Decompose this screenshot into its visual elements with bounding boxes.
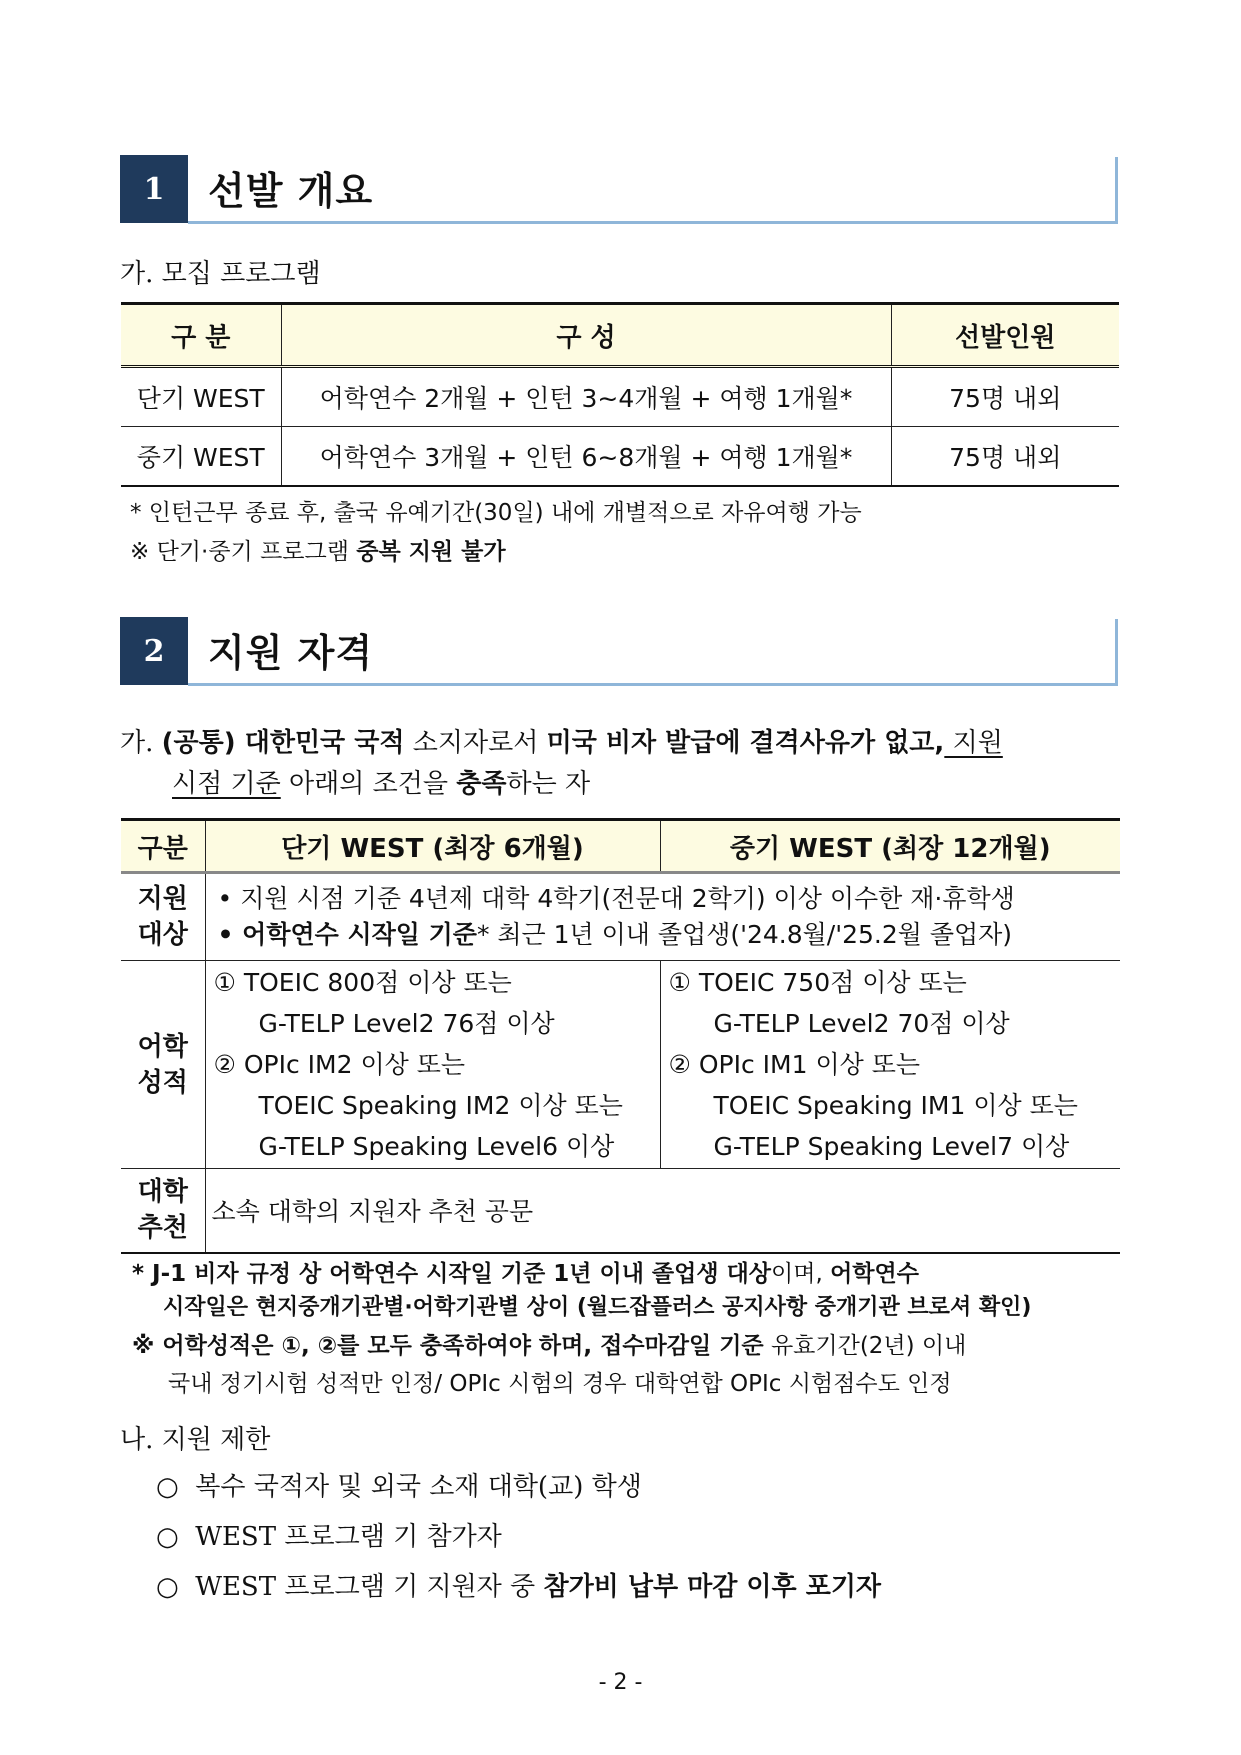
emphasis-text: 참가비 납부 마감 이후 포기자 (543, 1572, 882, 1602)
table-row (121, 873, 1120, 961)
bullet-icon: ○ (156, 1572, 196, 1602)
section-divider (1115, 157, 1118, 224)
table-cell: 75명 내외 (891, 367, 1119, 427)
emphasis-text: * J-1 비자 규정 상 어학연수 시작일 기준 1년 이내 졸업생 대상 (132, 1261, 772, 1287)
row-label-line: 대학 (137, 1177, 188, 1208)
emphasis-text: 미국 비자 발급에 결격사유가 없고, (546, 728, 945, 758)
target-line: • 지원 시점 기준 4년제 대학 4학기(전문대 2학기) 이상 이수한 재·휴학생 (217, 884, 1015, 913)
body-text: 유효기간(2년) 이내 (763, 1333, 967, 1359)
body-text: 소지자로서 (404, 728, 547, 758)
section-title-1: 선발 개요 (208, 169, 374, 213)
list-item (156, 1566, 881, 1603)
score-line: G-TELP Speaking Level6 이상 (258, 1132, 615, 1161)
item-marker: 가. (120, 728, 162, 758)
emphasis-text: • 어학연수 시작일 기준 (217, 920, 477, 949)
table-cell: 75명 내외 (891, 427, 1119, 487)
list-item-text: WEST 프로그램 기 참가자 (195, 1522, 502, 1552)
eligibility-paragraph-line2 (172, 763, 590, 800)
score-line: ② OPIc IM1 이상 또는 (668, 1050, 921, 1079)
emphasis-text: ※ 어학성적은 ①, ②를 모두 충족하여야 하며, 접수마감일 기준 (132, 1333, 764, 1359)
body-text: 이며, (771, 1261, 831, 1287)
table-header: 중기 WEST (최장 12개월) (660, 820, 1120, 873)
footnote: 국내 정기시험 성적만 인정/ OPIc 시험의 경우 대학연합 OPIc 시험점수도 인정 (168, 1371, 952, 1397)
underlined-text: 시점 기준 (172, 769, 281, 799)
table-header-row (121, 304, 1119, 367)
footnote: 시작일은 현지중개기관별·어학기관별 상이 (월드잡플러스 공지사항 중개기관 브로셔 확인) (163, 1295, 1032, 1320)
table-cell: 단기 WEST (121, 367, 281, 427)
table-cell: 어학연수 2개월 + 인턴 3∼4개월 + 여행 1개월* (281, 367, 891, 427)
emphasis-text: 충족 (456, 769, 507, 799)
footnote (132, 1327, 966, 1360)
table-cell: 중기 WEST (121, 427, 281, 487)
list-item (156, 1516, 502, 1553)
table-header: 구 성 (281, 304, 891, 367)
body-text: 아래의 조건을 (280, 769, 457, 799)
list-item-text: 복수 국적자 및 외국 소재 대학(교) 학생 (195, 1472, 642, 1502)
mid-west-scores (660, 961, 1120, 1169)
score-line: G-TELP Level2 76점 이상 (258, 1009, 555, 1038)
table-header: 단기 WEST (최장 6개월) (205, 820, 660, 873)
table-header: 구 분 (121, 304, 281, 367)
row-label-line: 성적 (137, 1067, 188, 1098)
table-header: 선발인원 (891, 304, 1119, 367)
score-line: G-TELP Level2 70점 이상 (713, 1009, 1010, 1038)
emphasis-text: 어학연수 (830, 1261, 919, 1287)
score-line: TOEIC Speaking IM1 이상 또는 (713, 1091, 1078, 1120)
bullet-icon: ○ (156, 1472, 196, 1502)
table-row (121, 961, 1120, 1169)
row-label (121, 1169, 205, 1253)
table-header: 구분 (121, 820, 205, 873)
underlined-text: 지원 (944, 728, 1003, 758)
section-divider (188, 683, 1118, 686)
eligibility-table (121, 818, 1120, 1254)
row-label-line: 추천 (137, 1213, 188, 1244)
target-cell (205, 873, 1120, 961)
table-header-row (121, 820, 1120, 873)
recommendation-cell: 소속 대학의 지원자 추천 공문 (205, 1169, 1120, 1253)
row-label-line: 지원 (137, 884, 188, 914)
score-line: ② OPIc IM2 이상 또는 (213, 1050, 466, 1079)
short-west-scores (205, 961, 660, 1169)
emphasis-text: (공통) 대한민국 국적 (161, 728, 405, 758)
body-text: 하는 자 (506, 769, 591, 799)
score-line: G-TELP Speaking Level7 이상 (713, 1132, 1070, 1161)
subsection-title: 나. 지원 제한 (120, 1425, 271, 1455)
eligibility-paragraph (120, 722, 1003, 759)
target-line (218, 917, 1120, 953)
row-label (121, 961, 205, 1169)
footnote-text: ※ 단기·중기 프로그램 (130, 539, 357, 565)
table-row (121, 427, 1119, 487)
program-table (121, 302, 1119, 487)
footnote: * 인턴근무 종료 후, 출국 유예기간(30일) 내에 개별적으로 자유여행 가능 (130, 500, 862, 526)
section-number-1: 1 (120, 155, 188, 223)
page-number: - 2 - (598, 1670, 643, 1695)
footnote (130, 533, 506, 566)
table-row (121, 367, 1119, 427)
section-number-2: 2 (120, 617, 188, 685)
footnote (132, 1255, 919, 1288)
list-item-text: WEST 프로그램 기 지원자 중 (195, 1572, 544, 1602)
section-title-2: 지원 자격 (208, 631, 374, 675)
row-label-line: 어학 (137, 1031, 188, 1062)
score-line: ① TOEIC 750점 이상 또는 (668, 968, 967, 997)
body-text: * 최근 1년 이내 졸업생('24.8월/'25.2월 졸업자) (476, 920, 1013, 949)
footnote-emphasis: 중복 지원 불가 (356, 539, 506, 565)
bullet-icon: ○ (156, 1522, 196, 1552)
list-item (156, 1466, 642, 1503)
table-cell: 어학연수 3개월 + 인턴 6∼8개월 + 여행 1개월* (281, 427, 891, 487)
section-divider (188, 221, 1118, 224)
row-label-line: 대상 (137, 920, 188, 950)
score-line: TOEIC Speaking IM2 이상 또는 (258, 1091, 623, 1120)
table-row (121, 1169, 1120, 1253)
section-divider (1115, 619, 1118, 686)
score-line: ① TOEIC 800점 이상 또는 (213, 968, 512, 997)
subsection-title: 가. 모집 프로그램 (120, 259, 321, 289)
row-label (121, 873, 205, 961)
